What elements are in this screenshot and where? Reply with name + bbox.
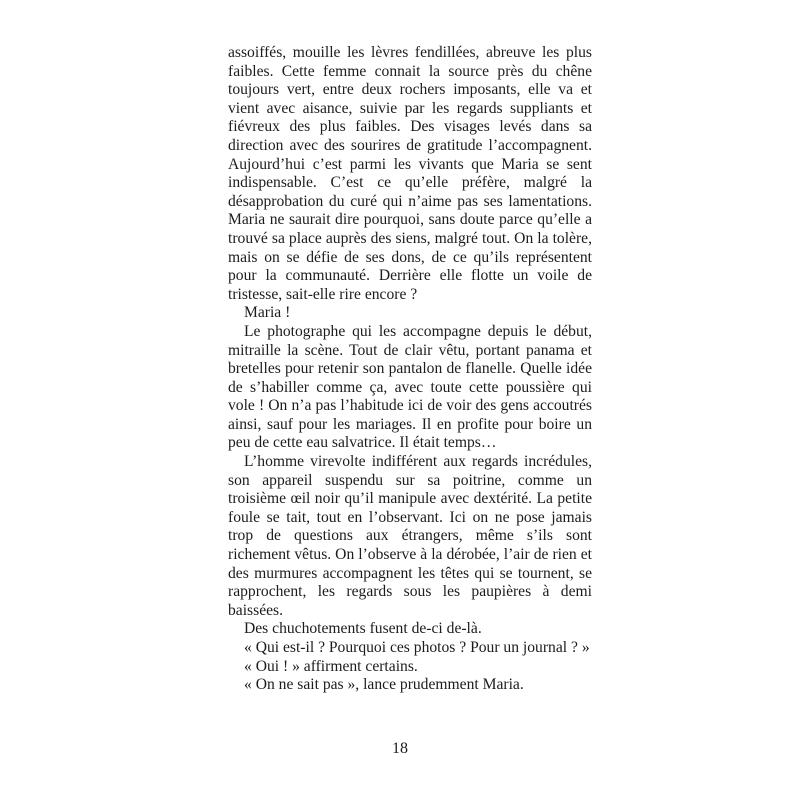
paragraph-exclamation: Maria ! bbox=[244, 304, 291, 322]
paragraph-man: L’homme virevolte indifférent aux regards incrédules, son appareil suspendu sur sa poitrine, comme un troisième œil noir qu’il manipule avec dextérité. La petite foule se tait, tout en l’observant. Ici on ne pose jamais trop de questions aux étrangers, même s’ils sont richement vêtus. On l’observe à la dérobée, l’air de rien et des murmures accompagnent les têtes qui se tournent, se rapprochent, les regards sous les paupières à demi baissées. bbox=[228, 453, 592, 619]
body-text bbox=[228, 44, 592, 695]
dialogue-line-question: « Qui est-il ? Pourquoi ces photos ? Pour un journal ? » bbox=[244, 639, 590, 656]
page-number: 18 bbox=[392, 740, 408, 757]
paragraph-whispers: Des chuchotements fusent de-ci de-là. bbox=[244, 620, 482, 638]
dialogue-line-yes: « Oui ! » affirment certains. bbox=[244, 657, 418, 675]
paragraph-continuation: assoiffés, mouille les lèvres fendillées, abreuve les plus faibles. Cette femme connait la source près du chêne toujours vert, entre deux rochers imposants, elle va et vient avec aisance, suivie par les regards suppliants et fiévreux des plus faibles. Des visages levés dans sa direction avec des sourires de gratitude l’accompagnent. Aujourd’hui c’est parmi les vivants que Maria se sent indispensable. C’est ce qu’elle préfère, malgré la désapprobation du curé qui n’aime pas ses lamentations. Maria ne saurait dire pourquoi, sans doute parce qu’elle a trouvé sa place auprès des siens, malgré tout. On la tolère, mais on se défie de ses dons, de ce qu’ils représentent pour la communauté. Derrière elle flotte un voile de tristesse, sait-elle rire encore ? bbox=[228, 44, 592, 303]
dialogue-line-maria: « On ne sait pas », lance prudemment Maria. bbox=[244, 676, 524, 694]
paragraph-photographer: Le photographe qui les accompagne depuis le début, mitraille la scène. Tout de clair vêtu, portant panama et bretelles pour retenir son pantalon de flanelle. Quelle idée de s’habiller comme ça, avec toute cette poussière qui vole ! On n’a pas l’habitude ici de voir des gens accoutrés ainsi, sauf pour les mariages. Il en profite pour boire un peu de cette eau salvatrice. Il était temps… bbox=[228, 322, 592, 452]
